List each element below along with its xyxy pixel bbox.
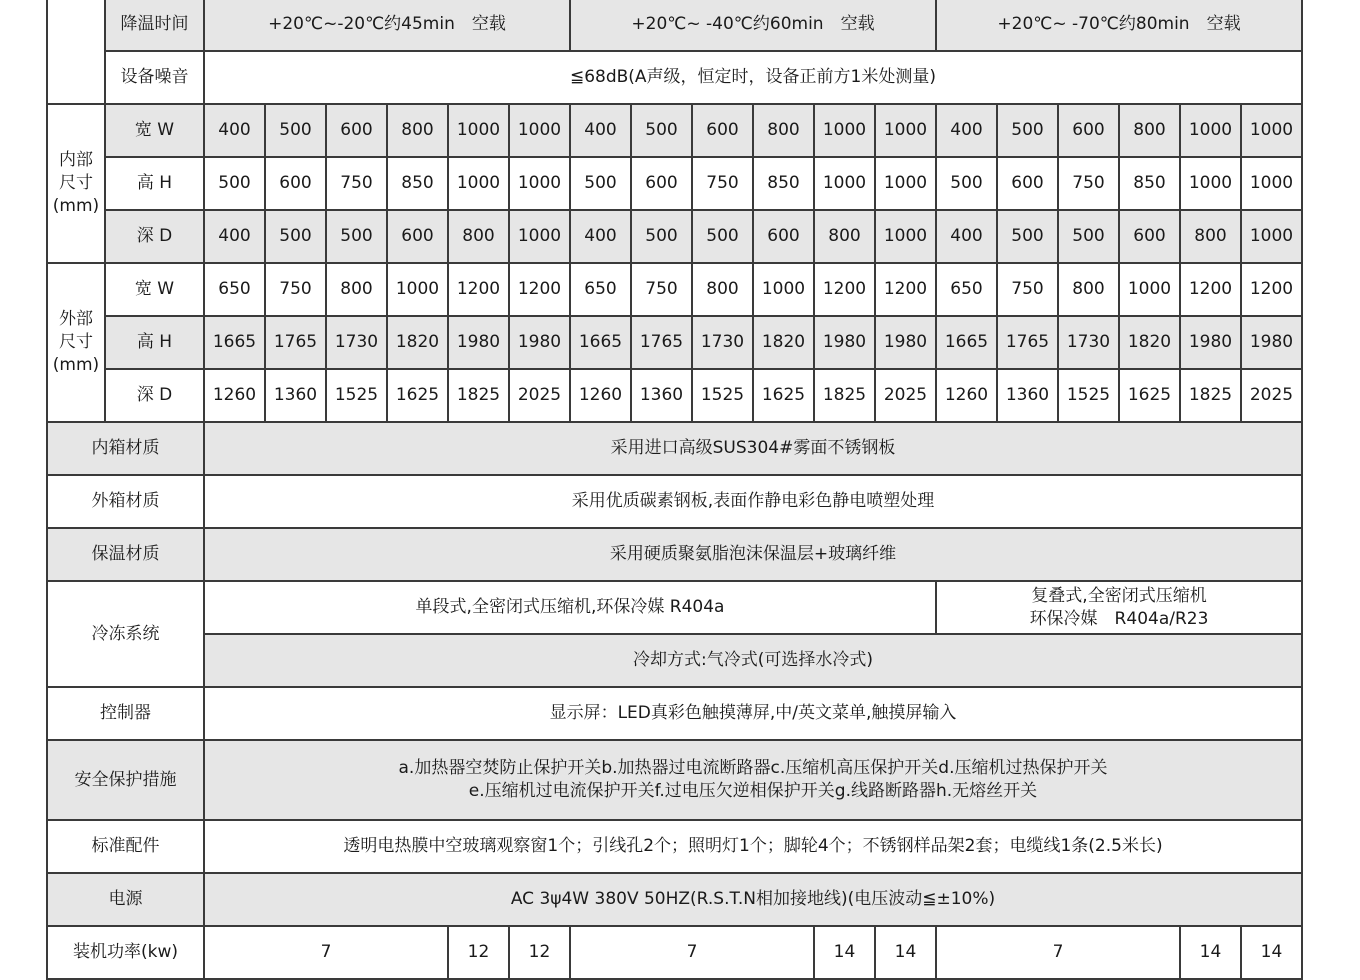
noise-label: 设备噪音 [105,51,204,104]
dimension-value: 1000 [753,263,814,316]
dimension-value: 600 [387,210,448,263]
dimension-value: 400 [570,210,631,263]
dimension-value: 600 [692,104,753,157]
dimension-value: 1980 [448,316,509,369]
dimension-value: 800 [692,263,753,316]
dimension-label: 高 H [105,316,204,369]
insulation-value: 采用硬质聚氨脂泡沫保温层+玻璃纤维 [204,528,1302,581]
dimension-value: 1000 [814,104,875,157]
blank-cell [47,0,105,104]
dimension-value: 1000 [387,263,448,316]
inner-group-line1: 内部 [59,150,93,171]
installed-power-value: 12 [509,926,570,979]
dimension-value: 400 [204,104,265,157]
dimension-value: 1825 [814,369,875,422]
dimension-value: 1730 [692,316,753,369]
installed-power-row [47,926,1302,979]
dimension-value: 500 [631,210,692,263]
outer-group-line2: 尺寸 [59,332,93,353]
inner-size-group [47,104,105,263]
inner-height-row [47,157,1302,210]
dimension-value: 1200 [509,263,570,316]
installed-power-value: 14 [814,926,875,979]
dimension-value: 1000 [1180,104,1241,157]
dimension-value: 2025 [875,369,936,422]
dimension-value: 800 [387,104,448,157]
dimension-value: 400 [936,210,997,263]
inner-material-row [47,422,1302,475]
dimension-value: 1765 [631,316,692,369]
dimension-value: 1000 [509,157,570,210]
dimension-value: 650 [204,263,265,316]
dimension-value: 500 [1058,210,1119,263]
dimension-value: 1820 [387,316,448,369]
dimension-value: 650 [570,263,631,316]
dimension-value: 400 [570,104,631,157]
dimension-value: 500 [265,104,326,157]
dimension-value: 800 [1119,104,1180,157]
dimension-value: 750 [997,263,1058,316]
cascade-line2: 环保冷媒 R404a/R23 [1029,608,1209,629]
inner-group-line2: 尺寸 [59,173,93,194]
cooling-time-a: +20℃~-20℃约45min 空载 [204,0,570,51]
dimension-label: 宽 W [105,104,204,157]
safety-value [204,740,1302,820]
dimension-value: 1000 [509,210,570,263]
controller-label: 控制器 [47,687,204,740]
dimension-value: 500 [265,210,326,263]
controller-row [47,687,1302,740]
outer-group-line1: 外部 [59,309,93,330]
dimension-value: 650 [936,263,997,316]
inner-width-row [47,104,1302,157]
cascade-value [936,581,1302,634]
outer-group-line3: (mm) [52,354,100,375]
outer-material-value: 采用优质碳素钢板,表面作静电彩色静电喷塑处理 [204,475,1302,528]
dimension-value: 400 [936,104,997,157]
dimension-value: 1200 [875,263,936,316]
dimension-value: 500 [631,104,692,157]
dimension-value: 850 [387,157,448,210]
dimension-value: 1000 [1180,157,1241,210]
outer-material-row [47,475,1302,528]
dimension-value: 500 [692,210,753,263]
dimension-value: 1000 [1241,104,1302,157]
dimension-value: 800 [448,210,509,263]
spec-table [46,0,1303,980]
dimension-value: 750 [631,263,692,316]
cooling-time-label: 降温时间 [105,0,204,51]
dimension-value: 1260 [204,369,265,422]
power-supply-row [47,873,1302,926]
dimension-value: 1360 [997,369,1058,422]
dimension-value: 500 [997,104,1058,157]
safety-line1: a.加热器空焚防止保护开关b.加热器过电流断路器c.压缩机高压保护开关d.压缩机过热保护开关 [398,758,1108,779]
dimension-value: 1200 [1180,263,1241,316]
outer-size-group [47,263,105,422]
dimension-value: 800 [814,210,875,263]
dimension-value: 1665 [570,316,631,369]
safety-line2: e.压缩机过电流保护开关f.过电压欠逆相保护开关g.线路断路器h.无熔丝开关 [468,781,1038,801]
dimension-value: 1730 [326,316,387,369]
dimension-value: 1980 [814,316,875,369]
power-supply-label: 电源 [47,873,204,926]
dimension-value: 750 [692,157,753,210]
dimension-value: 1820 [1119,316,1180,369]
accessories-value: 透明电热膜中空玻璃观察窗1个；引线孔2个；照明灯1个；脚轮4个；不锈钢样品架2套；电缆线1条(2.5米长) [204,820,1302,873]
dimension-label: 宽 W [105,263,204,316]
dimension-value: 1000 [509,104,570,157]
dimension-value: 1765 [997,316,1058,369]
dimension-value: 1360 [631,369,692,422]
dimension-value: 500 [204,157,265,210]
dimension-value: 850 [753,157,814,210]
safety-row [47,740,1302,820]
dimension-value: 600 [326,104,387,157]
dimension-value: 1980 [1180,316,1241,369]
dimension-value: 600 [753,210,814,263]
dimension-value: 1980 [509,316,570,369]
noise-value: ≦68dB(A声级，恒定时，设备正前方1米处测量) [204,51,1302,104]
outer-material-label: 外箱材质 [47,475,204,528]
installed-power-value: 7 [570,926,814,979]
dimension-value: 1525 [326,369,387,422]
dimension-value: 500 [570,157,631,210]
power-supply-value: AC 3ψ4W 380V 50HZ(R.S.T.N相加接地线)(电压波动≦±10%) [204,873,1302,926]
outer-depth-row [47,369,1302,422]
accessories-label: 标准配件 [47,820,204,873]
dimension-label: 高 H [105,157,204,210]
dimension-value: 500 [936,157,997,210]
cooling-method-row [47,634,1302,687]
dimension-value: 1980 [1241,316,1302,369]
cooling-time-c: +20℃~ -70℃约80min 空载 [936,0,1302,51]
dimension-value: 1000 [875,210,936,263]
dimension-value: 750 [265,263,326,316]
insulation-row [47,528,1302,581]
dimension-value: 500 [997,210,1058,263]
dimension-value: 2025 [1241,369,1302,422]
installed-power-value: 14 [1180,926,1241,979]
dimension-value: 750 [326,157,387,210]
dimension-value: 1525 [1058,369,1119,422]
dimension-label: 深 D [105,210,204,263]
dimension-value: 1000 [875,157,936,210]
single-stage-value: 单段式,全密闭式压缩机,环保冷媒 R404a [204,581,936,634]
dimension-value: 1000 [1241,157,1302,210]
installed-power-value: 14 [1241,926,1302,979]
dimension-value: 1000 [814,157,875,210]
dimension-value: 850 [1119,157,1180,210]
dimension-value: 1000 [448,157,509,210]
dimension-value: 1260 [936,369,997,422]
noise-row [47,51,1302,104]
dimension-value: 800 [326,263,387,316]
insulation-label: 保温材质 [47,528,204,581]
cooling-time-b: +20℃~ -40℃约60min 空载 [570,0,936,51]
dimension-value: 600 [1119,210,1180,263]
dimension-value: 1665 [936,316,997,369]
inner-material-label: 内箱材质 [47,422,204,475]
dimension-value: 1525 [692,369,753,422]
inner-material-value: 采用进口高级SUS304#雾面不锈钢板 [204,422,1302,475]
outer-width-row [47,263,1302,316]
dimension-value: 1820 [753,316,814,369]
dimension-value: 1200 [814,263,875,316]
dimension-value: 750 [1058,157,1119,210]
dimension-value: 1625 [753,369,814,422]
dimension-value: 800 [1058,263,1119,316]
dimension-value: 600 [265,157,326,210]
dimension-label: 深 D [105,369,204,422]
dimension-value: 800 [1180,210,1241,263]
dimension-value: 1625 [1119,369,1180,422]
dimension-value: 1360 [265,369,326,422]
dimension-value: 1200 [448,263,509,316]
outer-height-row [47,316,1302,369]
dimension-value: 1000 [1241,210,1302,263]
dimension-value: 1765 [265,316,326,369]
dimension-value: 1825 [1180,369,1241,422]
dimension-value: 500 [326,210,387,263]
installed-power-value: 14 [875,926,936,979]
dimension-value: 1000 [1119,263,1180,316]
dimension-value: 1000 [875,104,936,157]
dimension-value: 1200 [1241,263,1302,316]
dimension-value: 1260 [570,369,631,422]
dimension-value: 1625 [387,369,448,422]
inner-depth-row [47,210,1302,263]
dimension-value: 800 [753,104,814,157]
refrigeration-label: 冷冻系统 [47,581,204,687]
dimension-value: 600 [1058,104,1119,157]
accessories-row [47,820,1302,873]
dimension-value: 600 [997,157,1058,210]
cooling-method-value: 冷却方式:气冷式(可选择水冷式) [204,634,1302,687]
dimension-value: 1980 [875,316,936,369]
dimension-value: 2025 [509,369,570,422]
installed-power-value: 12 [448,926,509,979]
dimension-value: 1000 [448,104,509,157]
cascade-line1: 复叠式,全密闭式压缩机 [1031,585,1207,606]
refrigeration-row [47,581,1302,634]
dimension-value: 1825 [448,369,509,422]
cooling-time-row [47,0,1302,51]
controller-value: 显示屏：LED真彩色触摸薄屏,中/英文菜单,触摸屏输入 [204,687,1302,740]
installed-power-label: 装机功率(kw) [47,926,204,979]
dimension-value: 400 [204,210,265,263]
dimension-value: 1730 [1058,316,1119,369]
inner-group-line3: (mm) [52,195,100,216]
dimension-value: 1665 [204,316,265,369]
installed-power-value: 7 [204,926,448,979]
installed-power-value: 7 [936,926,1180,979]
dimension-value: 600 [631,157,692,210]
safety-label: 安全保护措施 [47,740,204,820]
